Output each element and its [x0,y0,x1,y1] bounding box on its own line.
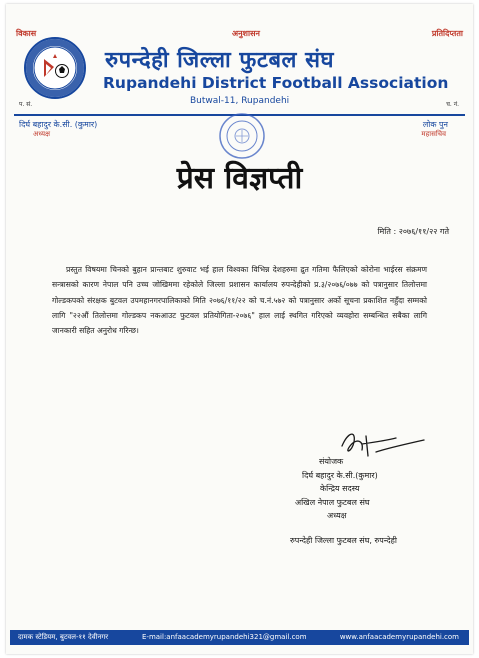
motto-left: विकास [16,29,37,38]
president-name: दिर्घ बहादुर के.सी. (कुमार) [19,120,98,129]
district-association-line: रुपन्देही जिल्ला फुटबल संघ, रुपन्देही [290,536,397,545]
president-title: अध्यक्ष [33,130,51,138]
document-body: प्रस्तुत विषयमा चिनको बुहान प्रान्तबाट शुरुवाट भई हाल विश्वका विभिन्न देशहरुमा द्रुत गतिमा फैलिएको कोरोना भाईरस संक्रमण सन्त्रासको कारण नेपाल पनि उच्च जोखिममा रहेकोले जिल्ला प्रशासन कार्यालय रुपन्देहीको प्र.३/२०७६/०७७ को पत्रानुसार तिलोत्तमा गोल्डकपको संरक्षक बुटवल उपमहानगरपालिकाको मिति २०७६/११/२२ को च.नं.५७२ को पत्रानुसार अर्को सूचना प्रकाशित नहुँदा सम्मको लागि "२२औं तिलोत्तमा गोल्डकप नकआउट फुटवल प्रतियोगिता-२०७६" हाल लाई स्थगित गरिएको व्यवहोरा सम्बन्धित सबैका लागि जानकारी सहित अनुरोध गरिन्छ। [52,265,427,336]
coordinator-role-president: अध्यक्ष [327,511,347,520]
letterhead-page [6,4,473,654]
coordinator-name: दिर्घ बहादुर के.सी.(कुमार) [302,471,378,480]
secretary-title: महासचिव [421,130,446,138]
coordinator-title: संयोजक [319,457,344,466]
document-heading: प्रेस विज्ञप्ती [176,161,303,196]
official-stamp-icon [218,112,266,160]
coordinator-role-central-member: केन्द्रिय सदस्य [320,484,360,493]
coordinator-federation: अखिल नेपाल फुटबल संघ [295,498,370,507]
reference-number-label: प. सं. [19,101,33,108]
footer-address: दामक स्टेडियम, बुटवल-११ देवीनगर [18,633,109,641]
secretary-name: लोक पुन [422,120,448,129]
motto-right: प्रतिदिप्तता [431,29,463,38]
organization-address: Butwal-11, Rupandehi [190,96,290,106]
organization-name-english: Rupandehi District Football Association [103,74,449,92]
handwritten-signature-icon [336,426,428,466]
footer-email[interactable]: E-mail:anfaacademyrupandehi321@gmail.com [142,633,307,641]
organization-name-nepali: रुपन्देही जिल्ला फुटबल संघ [105,48,334,73]
motto-middle: अनुशासन [232,29,260,38]
footer-website[interactable]: www.anfaacademyrupandehi.com [339,633,459,641]
document-date: मिति : २०७६/११/२२ गते [377,227,449,236]
dispatch-number-label: च. नं. [446,101,459,108]
association-logo-icon [24,37,86,99]
letterhead-footer [10,630,469,645]
